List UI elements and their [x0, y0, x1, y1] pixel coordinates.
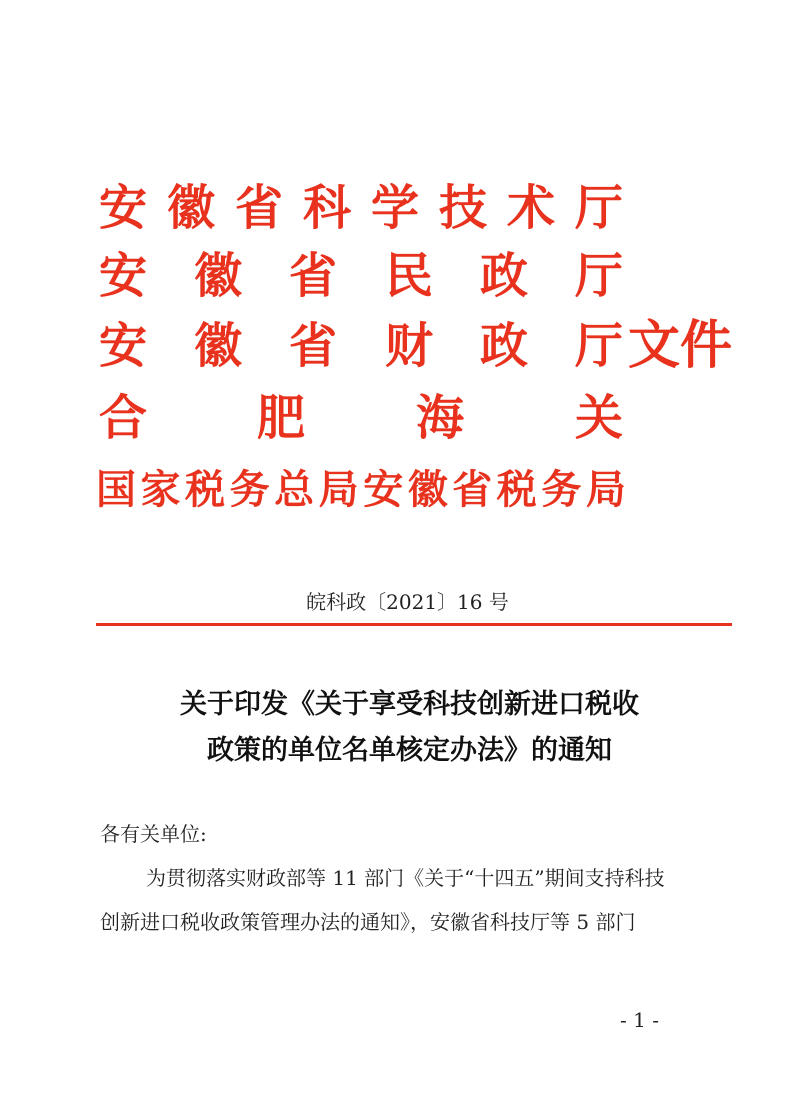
issuer-char: 局 — [318, 467, 359, 513]
title-line-2: 政策的单位名单核定办法》的通知 — [207, 735, 612, 766]
issuer-char: 政 — [479, 248, 528, 304]
issuer-char: 民 — [384, 248, 433, 304]
issuer-char: 财 — [384, 318, 433, 374]
issuer-line-5 — [96, 462, 626, 518]
issuer-char: 安 — [98, 318, 147, 374]
issuer-char: 省 — [452, 467, 493, 513]
issuer-char: 局 — [585, 467, 626, 513]
issuer-char: 徽 — [193, 318, 242, 374]
issuer-char: 安 — [363, 467, 404, 513]
document-suffix: 文件 — [628, 316, 733, 376]
issuer-char: 厅 — [574, 180, 623, 236]
issuer-char: 总 — [274, 467, 315, 513]
issuer-char: 厅 — [574, 318, 623, 374]
issuer-char: 省 — [288, 248, 337, 304]
issuer-char: 家 — [140, 467, 181, 513]
issuer-char: 务 — [229, 467, 270, 513]
issuer-char: 肥 — [256, 390, 305, 446]
issuer-char: 安 — [98, 248, 147, 304]
issuer-char: 技 — [438, 180, 487, 236]
issuer-char: 合 — [98, 390, 147, 446]
issuer-char: 国 — [96, 467, 136, 513]
issuer-char: 徽 — [166, 180, 215, 236]
document-number: 皖科政〔2021〕16 号 — [306, 590, 509, 614]
issuer-char: 安 — [98, 180, 147, 236]
issuer-char: 省 — [288, 318, 337, 374]
issuer-char: 术 — [506, 180, 555, 236]
issuer-char: 税 — [496, 467, 537, 513]
red-divider — [96, 623, 732, 626]
issuer-char: 学 — [370, 180, 419, 236]
issuer-char: 海 — [415, 390, 464, 446]
issuer-char: 厅 — [574, 248, 623, 304]
page-number: - 1 - — [620, 1008, 659, 1032]
issuer-char: 政 — [479, 318, 528, 374]
issuer-char: 省 — [234, 180, 283, 236]
issuer-char: 务 — [541, 467, 582, 513]
issuer-char: 税 — [185, 467, 226, 513]
issuer-char: 科 — [302, 180, 351, 236]
issuer-char: 徽 — [407, 467, 448, 513]
paragraph-line-1: 为贯彻落实财政部等 11 部门《关于“十四五”期间支持科技 — [146, 866, 665, 890]
issuer-char: 关 — [574, 390, 623, 446]
title-line-1: 关于印发《关于享受科技创新进口税收 — [180, 689, 639, 720]
salutation: 各有关单位: — [100, 822, 207, 846]
issuer-char: 徽 — [193, 248, 242, 304]
paragraph-line-2: 创新进口税收政策管理办法的通知》，安徽省科技厅等 5 部门 — [100, 910, 636, 934]
